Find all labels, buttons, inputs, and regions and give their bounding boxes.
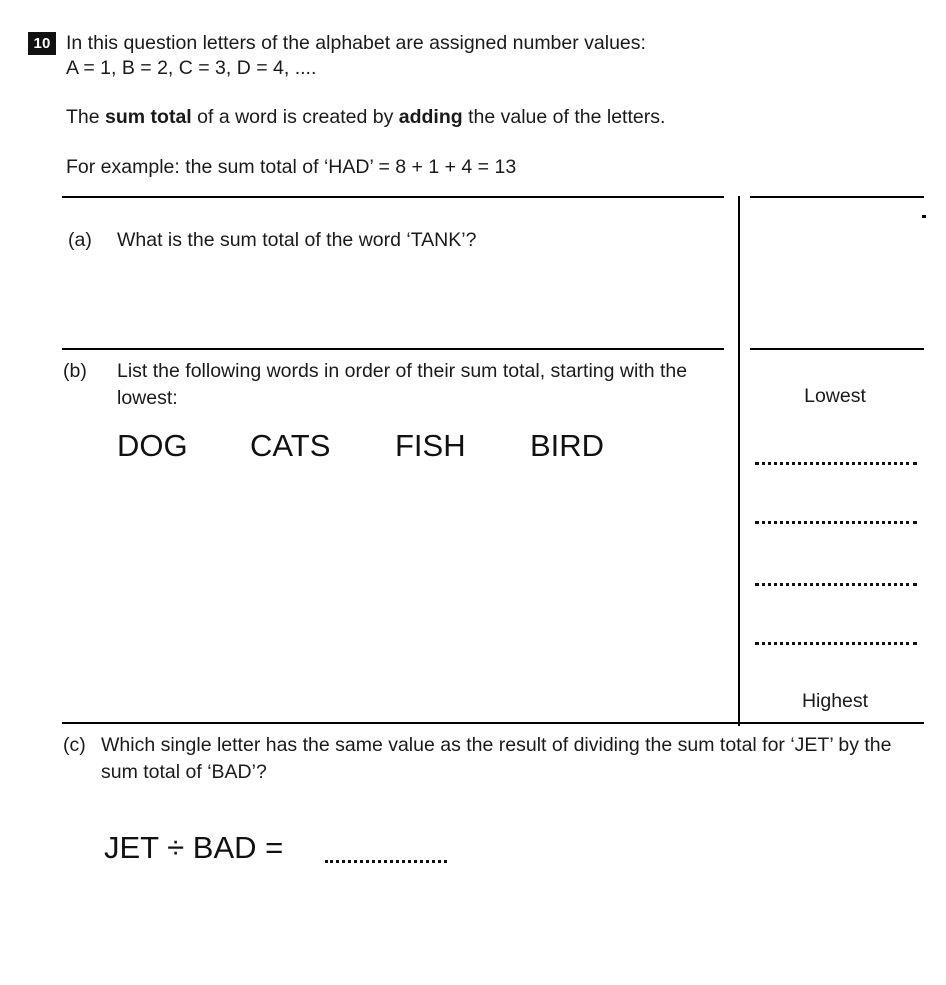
- answer-column-lowest-label: Lowest: [804, 385, 866, 407]
- question-number-badge: 10: [28, 32, 56, 55]
- part-c-equation: JET ÷ BAD =: [104, 830, 284, 865]
- adding-bold-phrase: adding: [398, 106, 463, 128]
- sum-total-pre-text: The: [66, 106, 106, 128]
- part-a-label: (a): [68, 229, 92, 251]
- question-letter-values-line: A = 1, B = 2, C = 3, D = 4, ....: [66, 57, 317, 79]
- question-intro-line-1: In this question letters of the alphabet are assigned number values:: [66, 32, 646, 54]
- answer-column-highest-label: Highest: [801, 690, 869, 712]
- part-a-question-text: What is the sum total of the word ‘TANK’?: [117, 229, 477, 251]
- divider-part-b-top-left: [62, 348, 724, 350]
- answer-line-2[interactable]: [755, 521, 917, 524]
- sum-total-bold-phrase: sum total: [105, 106, 192, 128]
- part-b-word-list: [117, 427, 604, 465]
- divider-part-a-top-right: [750, 196, 924, 198]
- answer-line-1[interactable]: [755, 462, 917, 465]
- sum-total-definition-line: [66, 104, 665, 131]
- divider-part-a-top-left: [62, 196, 724, 198]
- word-fish: FISH: [395, 428, 466, 463]
- divider-part-c-top: [62, 722, 924, 724]
- part-b-question-text: List the following words in order of their sum total, starting with the lowest:: [117, 360, 688, 409]
- part-c-question-text: Which single letter has the same value as the result of dividing the sum total for ‘JET’ by the sum total of ‘BAD’?: [101, 734, 892, 783]
- word-bird: BIRD: [530, 428, 605, 463]
- part-c-label: (c): [63, 734, 86, 756]
- part-b-label: (b): [63, 360, 87, 382]
- worked-example-line: For example: the sum total of ‘HAD’ = 8 + 1 + 4 = 13: [66, 156, 517, 178]
- sum-total-mid-text: of a word is created by: [191, 106, 399, 128]
- answer-line-3[interactable]: [755, 583, 917, 586]
- answer-line-4[interactable]: [755, 642, 917, 645]
- divider-part-b-top-right: [750, 348, 924, 350]
- word-dog: DOG: [117, 428, 188, 463]
- word-cats: CATS: [250, 428, 331, 463]
- answer-column-divider: [738, 196, 740, 726]
- sum-total-post-text: the value of the letters.: [462, 106, 666, 128]
- page-edge-tick: [922, 215, 926, 218]
- part-c-answer-line[interactable]: [325, 860, 447, 863]
